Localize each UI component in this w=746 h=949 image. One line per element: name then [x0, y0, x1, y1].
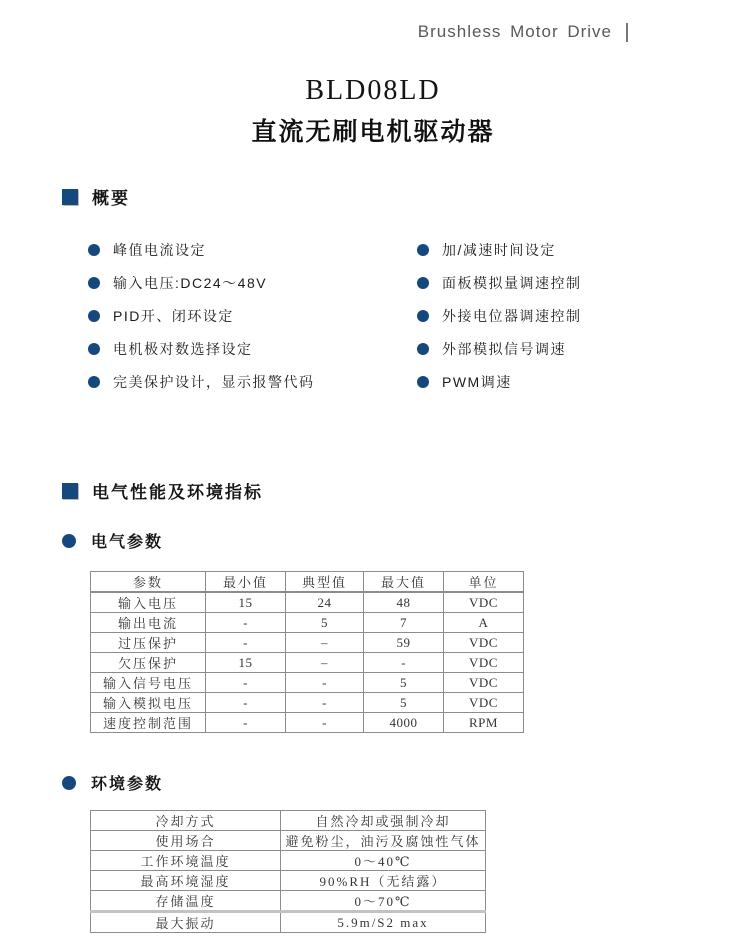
specs-section-heading [62, 478, 746, 503]
column-header: 最大值 [364, 572, 444, 593]
unit-cell: VDC [444, 653, 524, 673]
param-value-cell: 5.9m/S2 max [281, 912, 486, 933]
max-value-cell: 48 [364, 592, 444, 613]
list-item [88, 266, 417, 299]
param-name-cell: 过压保护 [91, 633, 206, 653]
max-value-cell: 5 [364, 693, 444, 713]
typ-value-cell: 24 [286, 592, 364, 613]
min-value-cell: - [206, 713, 286, 733]
min-value-cell: - [206, 633, 286, 653]
table-row [91, 831, 486, 851]
unit-cell: VDC [444, 693, 524, 713]
feature-label: 完美保护设计，显示报警代码 [113, 373, 315, 390]
min-value-cell: 15 [206, 653, 286, 673]
square-marker-icon [62, 483, 78, 499]
max-value-cell: 59 [364, 633, 444, 653]
table-row [91, 693, 524, 713]
table-row [91, 713, 524, 733]
max-value-cell: 5 [364, 673, 444, 693]
product-title: 直流无刷电机驱动器 [251, 118, 495, 146]
bullet-icon [88, 310, 100, 322]
param-name-cell: 速度控制范围 [91, 713, 206, 733]
section-title: 概要 [92, 189, 130, 208]
param-name-cell: 输入模拟电压 [91, 693, 206, 713]
min-value-cell: 15 [206, 592, 286, 613]
list-item [88, 233, 417, 266]
bullet-icon [88, 244, 100, 256]
param-name-cell: 欠压保护 [91, 653, 206, 673]
table-row [91, 891, 486, 912]
unit-cell: RPM [444, 713, 524, 733]
circle-bullet-icon [62, 776, 76, 790]
table-row [91, 653, 524, 673]
param-name-cell: 冷却方式 [91, 811, 281, 831]
page-header [0, 0, 746, 42]
circle-bullet-icon [62, 534, 76, 548]
subsection-title: 电气参数 [91, 534, 164, 551]
bullet-icon [88, 277, 100, 289]
list-item [417, 332, 746, 365]
square-marker-icon [62, 189, 78, 205]
feature-label: PWM调速 [442, 373, 512, 390]
list-item [88, 365, 417, 398]
param-name-cell: 输出电流 [91, 613, 206, 633]
param-name-cell: 存储温度 [91, 891, 281, 912]
unit-cell: A [444, 613, 524, 633]
feature-label: 外部模拟信号调速 [442, 340, 566, 357]
feature-label: 加/减速时间设定 [442, 241, 556, 258]
column-header: 典型值 [286, 572, 364, 593]
column-header: 单位 [444, 572, 524, 593]
bullet-icon [417, 343, 429, 355]
header-divider-bar-icon [626, 23, 628, 42]
typ-value-cell: - [286, 713, 364, 733]
column-header: 参数 [91, 572, 206, 593]
table-header-row [91, 572, 524, 593]
table-row [91, 912, 486, 933]
param-name-cell: 工作环境温度 [91, 851, 281, 871]
bullet-icon [417, 310, 429, 322]
unit-cell: VDC [444, 673, 524, 693]
typ-value-cell: 5 [286, 613, 364, 633]
feature-label: 峰值电流设定 [113, 241, 206, 258]
table-row [91, 613, 524, 633]
max-value-cell: - [364, 653, 444, 673]
feature-list [88, 233, 746, 398]
overview-section-heading [62, 184, 746, 209]
param-name-cell: 最大振动 [91, 912, 281, 933]
unit-cell: VDC [444, 592, 524, 613]
param-name-cell: 输入信号电压 [91, 673, 206, 693]
electrical-params-table [90, 571, 524, 733]
param-name-cell: 输入电压 [91, 592, 206, 613]
list-item [417, 266, 746, 299]
list-item [88, 332, 417, 365]
unit-cell: VDC [444, 633, 524, 653]
param-value-cell: 0～40℃ [281, 851, 486, 871]
table-row [91, 592, 524, 613]
min-value-cell: - [206, 613, 286, 633]
feature-label: 电机极对数选择设定 [113, 340, 253, 357]
feature-column-right [417, 233, 746, 398]
param-value-cell: 0～70℃ [281, 891, 486, 912]
feature-label: 面板模拟量调速控制 [442, 274, 582, 291]
subsection-title: 环境参数 [91, 776, 164, 793]
list-item [88, 299, 417, 332]
brand-text: Brushless Motor Drive [417, 22, 612, 41]
min-value-cell: - [206, 693, 286, 713]
table-row [91, 673, 524, 693]
param-value-cell: 避免粉尘，油污及腐蚀性气体 [281, 831, 486, 851]
typ-value-cell: – [286, 633, 364, 653]
environment-params-heading [62, 771, 746, 794]
bullet-icon [417, 376, 429, 388]
param-value-cell: 90%RH（无结露） [281, 871, 486, 891]
typ-value-cell: – [286, 653, 364, 673]
min-value-cell: - [206, 673, 286, 693]
feature-label: 输入电压:DC24～48V [113, 274, 268, 291]
feature-column-left [88, 233, 417, 398]
list-item [417, 365, 746, 398]
table-row [91, 633, 524, 653]
max-value-cell: 4000 [364, 713, 444, 733]
typ-value-cell: - [286, 673, 364, 693]
max-value-cell: 7 [364, 613, 444, 633]
bullet-icon [417, 244, 429, 256]
param-name-cell: 使用场合 [91, 831, 281, 851]
typ-value-cell: - [286, 693, 364, 713]
bullet-icon [417, 277, 429, 289]
feature-label: PID开、闭环设定 [113, 307, 234, 324]
electrical-params-heading [62, 529, 746, 552]
environment-params-table [90, 810, 486, 933]
section-title: 电气性能及环境指标 [92, 483, 263, 502]
table-row [91, 871, 486, 891]
param-value-cell: 自然冷却或强制冷却 [281, 811, 486, 831]
feature-label: 外接电位器调速控制 [442, 307, 582, 324]
table-row [91, 811, 486, 831]
table-row [91, 851, 486, 871]
model-title: BLD08LD [305, 75, 441, 106]
bullet-icon [88, 343, 100, 355]
bullet-icon [88, 376, 100, 388]
list-item [417, 299, 746, 332]
param-name-cell: 最高环境湿度 [91, 871, 281, 891]
column-header: 最小值 [206, 572, 286, 593]
list-item [417, 233, 746, 266]
